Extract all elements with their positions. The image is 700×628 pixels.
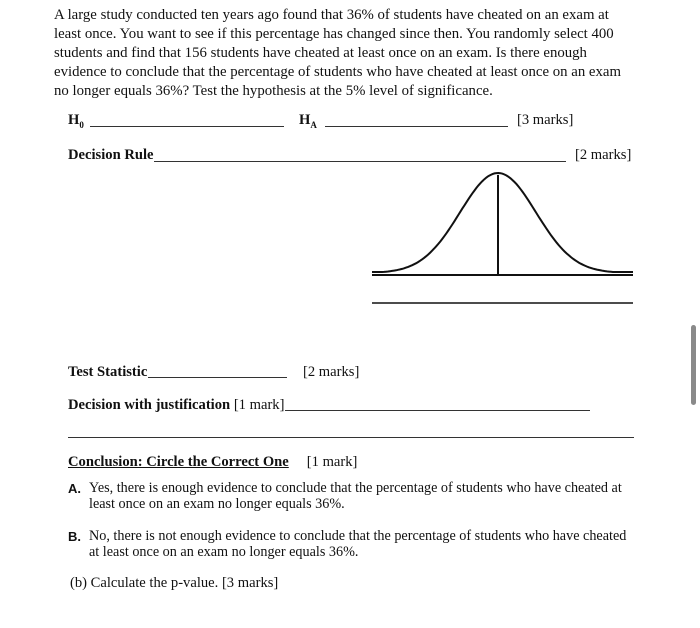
test-statistic-marks: [2 marks] xyxy=(303,364,360,380)
question-line: least once. You want to see if this percentage has changed since then. You randomly select 400 xyxy=(54,26,614,42)
option-a[interactable]: Yes, there is enough evidence to conclude that the percentage of students who have cheated at least once on an exam no longer equals 36%. xyxy=(89,480,622,512)
normal-curve xyxy=(372,173,633,272)
decision-rule-label: Decision Rule xyxy=(68,147,154,163)
decision-rule-answer-line[interactable] xyxy=(154,161,566,162)
part-b-question: (b) Calculate the p-value. [3 marks] xyxy=(70,575,279,591)
question-line: A large study conducted ten years ago found that 36% of students have cheated on an exam at xyxy=(54,7,609,23)
ha-answer-line[interactable] xyxy=(325,126,508,127)
decision-rule-marks: [2 marks] xyxy=(575,147,632,163)
option-b[interactable]: No, there is not enough evidence to conclude that the percentage of students who have cheated at least once on an exam no longer equals 36%. xyxy=(89,528,627,560)
test-statistic-answer-line[interactable] xyxy=(148,377,287,378)
h0-label: $H_0$ xyxy=(68,112,84,130)
question-line: no longer equals 36%? Test the hypothesis at the 5% level of significance. xyxy=(54,83,493,99)
question-line: students and find that 156 students have cheated at least once on an exam. Is there enough xyxy=(54,45,587,61)
h0-answer-line[interactable] xyxy=(90,126,284,127)
hypotheses-marks: [3 marks] xyxy=(517,112,574,128)
scrollbar[interactable] xyxy=(691,325,696,405)
test-statistic-label: Test Statistic xyxy=(68,364,148,380)
option-b-letter: B. xyxy=(68,529,81,544)
ha-label: $H_A$ xyxy=(299,112,317,130)
decision-label: Decision with justification [1 mark] xyxy=(68,397,285,413)
question-text xyxy=(54,6,644,101)
conclusion-heading-row: Conclusion: Circle the Correct One [1 mark] xyxy=(68,454,358,470)
decision-answer-line[interactable] xyxy=(285,410,590,411)
decision-answer-line-2[interactable] xyxy=(68,437,634,438)
option-a-letter: A. xyxy=(68,481,81,496)
question-line: evidence to conclude that the percentage of students who have cheated at least once on an exam xyxy=(54,64,621,80)
normal-curve-diagram xyxy=(366,168,638,308)
